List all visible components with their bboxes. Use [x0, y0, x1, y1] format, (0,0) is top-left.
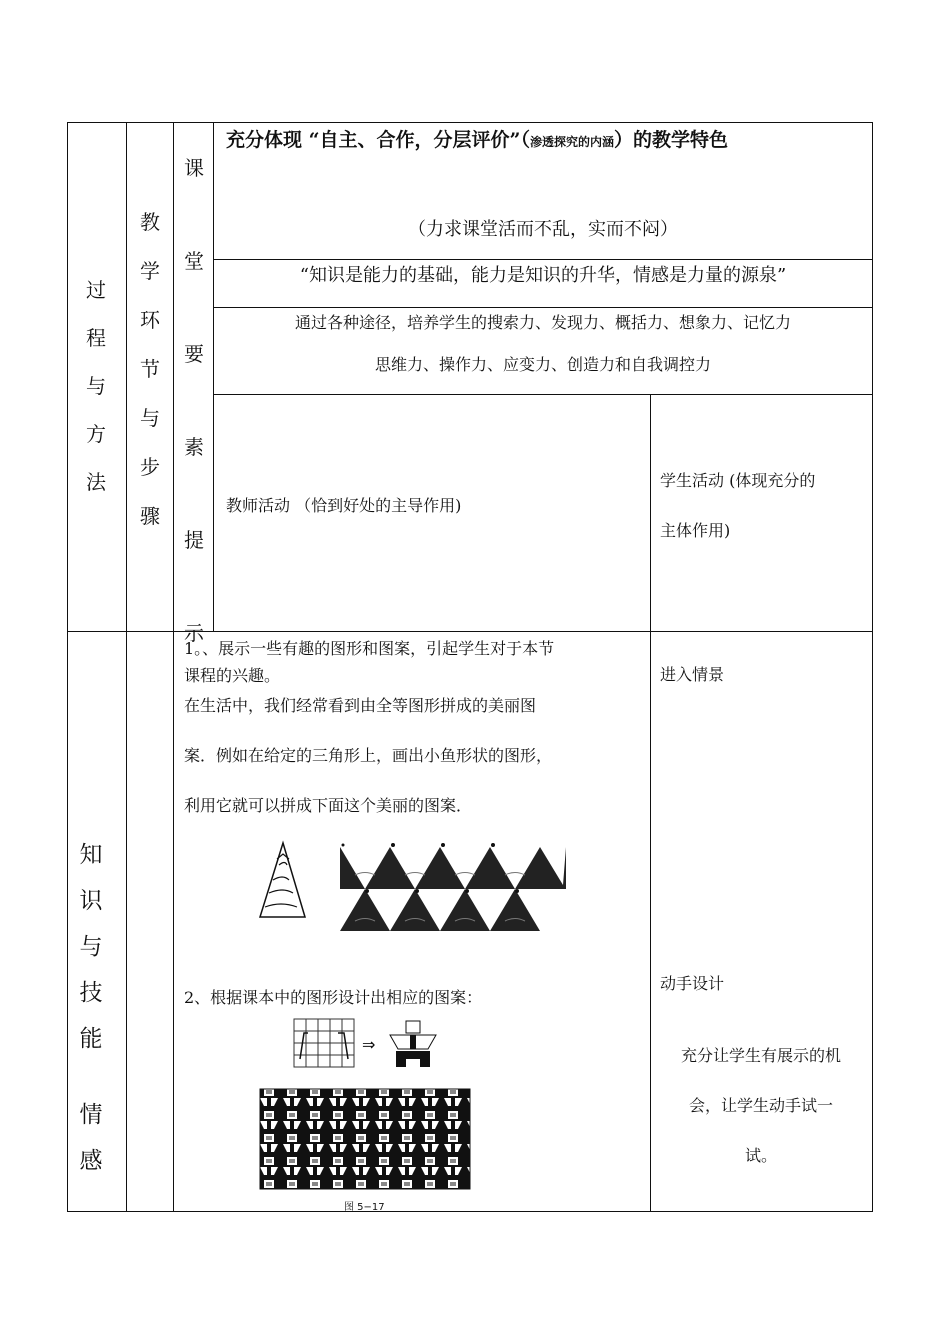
header-divider-3 [213, 394, 873, 395]
triangle-fish-pattern-figure [255, 835, 575, 940]
enter-scene-label: 进入情景 [660, 665, 725, 684]
step2-title: 2、根据课本中的图形设计出相应的图案： [184, 988, 483, 1007]
robot-tile [390, 1021, 436, 1067]
grid-sketch [294, 1019, 354, 1067]
hands-on-design-label: 动手设计 [660, 974, 725, 993]
header-subtitle: （力求课堂活而不乱，实而不闷） [408, 219, 678, 240]
right-note-line-2: 会，让学生动手试一 [688, 1096, 833, 1115]
step1-title-line-2: 课程的兴趣。 [184, 666, 281, 685]
header-quote: “知识是能力的基础，能力是知识的升华，情感是力量的源泉” [299, 265, 787, 286]
right-note-line-1: 充分让学生有展示的机 [680, 1046, 841, 1065]
table-left-border [67, 122, 68, 1212]
label-class-hints: 课 堂 要 素 提 示 [184, 156, 204, 645]
abilities-line-1: 通过各种途径，培养学生的搜索力、发现力、概括力、想象力、记忆力 [294, 313, 791, 332]
step1-body-line-1: 在生活中，我们经常看到由全等图形拼成的美丽图 [184, 696, 537, 715]
step1-body-line-2: 案．例如在给定的三角形上，画出小鱼形状的图形， [184, 746, 553, 765]
header-divider-1 [213, 259, 873, 260]
table-bottom-border [67, 1211, 873, 1212]
right-note-line-3: 试。 [744, 1146, 777, 1165]
teacher-activity-label: 教师活动 （恰到好处的主导作用) [226, 496, 462, 515]
label-teaching-steps: 教 学 环 节 与 步 骤 [140, 210, 160, 528]
figure-caption: 图 5−17 [344, 1202, 385, 1213]
col-divider-4 [650, 394, 651, 1212]
abilities-line-2: 思维力、操作力、应变力、创造力和自我调控力 [374, 355, 711, 374]
svg-text:⇒: ⇒ [362, 1035, 376, 1054]
label-knowledge-skills: 知 识 与 技 能 [79, 842, 103, 1052]
header-title: 充分体现 “自主、合作，分层评价”（渗透探究的内涵）的教学特色 [226, 129, 729, 151]
step1-body-line-3: 利用它就可以拼成下面这个美丽的图案． [184, 796, 473, 815]
student-activity-line-1: 学生活动 (体现充分的 [660, 471, 816, 490]
student-activity-line-2: 主体作用) [660, 521, 731, 540]
header-divider-2 [213, 307, 873, 308]
label-emotion: 情 感 [79, 1102, 103, 1174]
robot-tessellation [260, 1089, 470, 1189]
step1-title-line-1: 1。、展示一些有趣的图形和图案，引起学生对于本节 [184, 639, 555, 658]
col-divider-1 [126, 122, 127, 1212]
robot-pattern-figure [258, 1017, 473, 1197]
label-process-methods: 过 程 与 方 法 [86, 278, 106, 494]
tessellation-pattern [340, 843, 566, 931]
single-fish-triangle [260, 843, 305, 917]
